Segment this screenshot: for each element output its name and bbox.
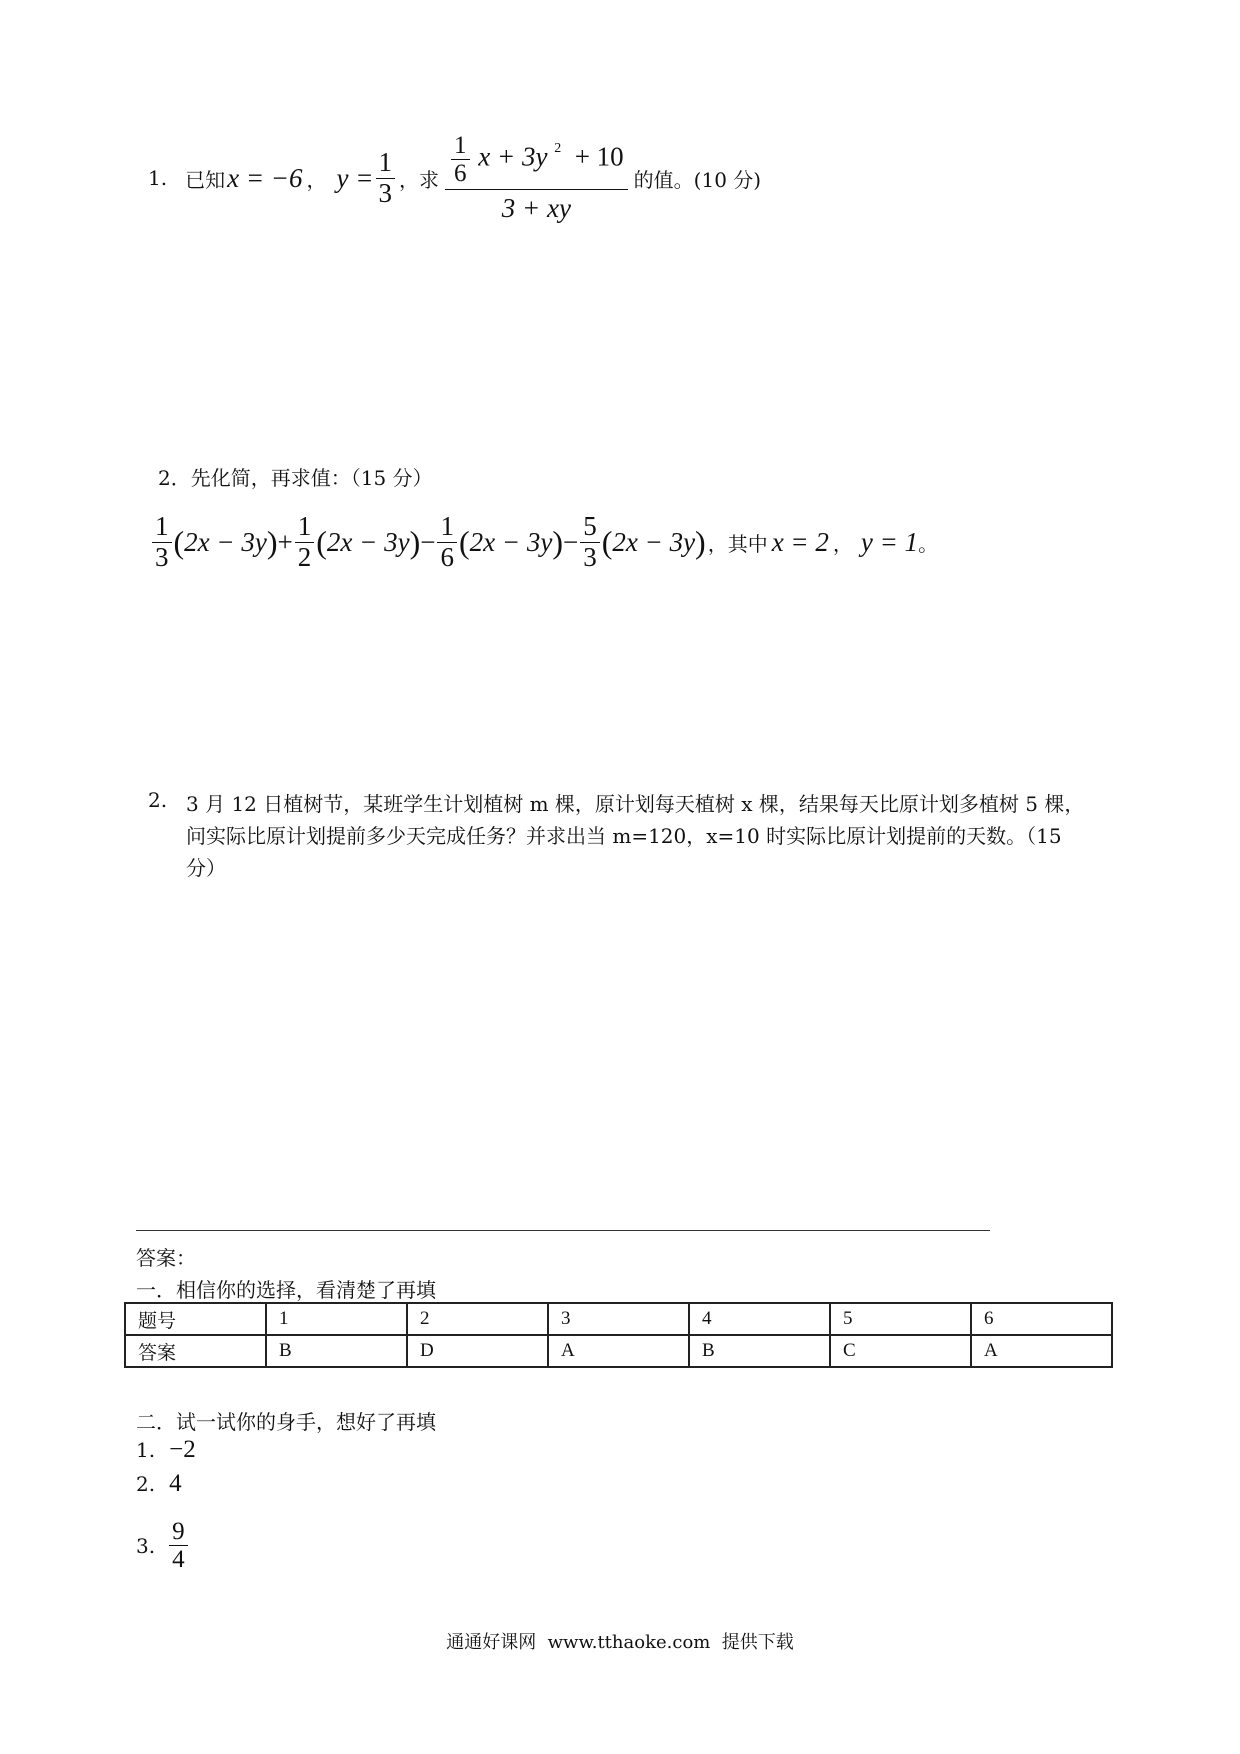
fill-answer-3-fraction (169, 1518, 188, 1573)
denominator: 2 (297, 541, 312, 572)
problem-1-number: 1. (148, 166, 168, 190)
fill-answer-2 (136, 1470, 182, 1498)
denominator: 6 (440, 541, 454, 572)
denominator: 4 (172, 1546, 185, 1573)
problem-3-line-1: 3 月 12 日植树节，某班学生计划植树 m 棵，原计划每天植树 x 棵，结果每天比原计划多植树 5 棵， (186, 792, 1085, 816)
problem-3-line-3: 分） (186, 856, 226, 880)
fraction-one-half (295, 512, 315, 571)
fraction-one-third (152, 512, 172, 571)
denominator: 3 (155, 541, 169, 572)
left-paren: ( (316, 523, 327, 560)
left-paren: ( (601, 523, 613, 560)
y-numerator: 1 (376, 148, 396, 178)
numerator: 1 (437, 512, 457, 542)
x-value: x = −6 (227, 162, 303, 193)
table-cell-label: 答案 (125, 1335, 266, 1367)
answers-title: 答案： (136, 1246, 196, 1270)
condition-y: y = 1 (860, 526, 919, 557)
numerator-end: + 10 (567, 142, 624, 173)
numerator: 1 (152, 512, 172, 542)
table-cell: 5 (830, 1303, 971, 1335)
minus-sign: − (420, 526, 436, 557)
right-paren: ) (266, 523, 278, 560)
footer-source: 通通好课网 www.tthaoke.com 提供下载 (446, 1632, 794, 1653)
term: 2x − 3y (326, 526, 410, 557)
numerator: 1 (295, 512, 315, 542)
comma: ， (306, 167, 327, 192)
y-lhs: y = (336, 162, 374, 193)
inner-denominator: 6 (454, 160, 467, 188)
section-2-title: 二．试一试你的身手，想好了再填 (136, 1410, 436, 1434)
main-fraction (445, 132, 628, 223)
term: 2x − 3y (612, 526, 696, 557)
answer-table (124, 1302, 1113, 1368)
table-cell: A (548, 1335, 689, 1367)
right-paren: ) (695, 523, 706, 560)
divider-line (136, 1230, 990, 1231)
main-denominator: 3 + xy (501, 193, 571, 224)
condition-separator: ， (832, 533, 853, 556)
table-row (125, 1303, 1112, 1335)
section-1-title: 一．相信你的选择，看清楚了再填 (136, 1278, 436, 1302)
table-cell: C (830, 1335, 971, 1367)
problem-3-number: 2. (148, 788, 168, 812)
left-paren: ( (173, 523, 185, 560)
table-cell: 3 (548, 1303, 689, 1335)
table-row (125, 1335, 1112, 1367)
table-cell: B (689, 1335, 830, 1367)
condition-x: x = 2 (771, 526, 829, 557)
inner-numerator: 1 (451, 132, 470, 160)
fill-answer-1 (136, 1436, 196, 1464)
problem-1 (148, 118, 761, 238)
fraction-five-thirds (580, 512, 600, 571)
fill-answer-1-label: 1. (136, 1438, 156, 1462)
term: 2x − 3y (184, 526, 267, 557)
numerator-expression: x + 3y (478, 142, 548, 173)
table-cell: 6 (971, 1303, 1112, 1335)
numerator: 5 (580, 512, 600, 542)
table-cell: 4 (689, 1303, 830, 1335)
right-paren: ) (409, 523, 421, 560)
main-numerator (445, 132, 628, 190)
plus-sign: + (277, 526, 293, 557)
fill-answer-3 (136, 1518, 190, 1573)
exponent: 2 (554, 141, 562, 157)
period: 。 (918, 533, 939, 556)
right-paren: ) (552, 523, 563, 560)
fill-answer-1-value: −2 (169, 1436, 196, 1463)
inner-fraction (451, 132, 470, 187)
y-denominator: 3 (378, 177, 392, 208)
problem-1-intro: 已知 (185, 167, 226, 192)
problem-2-heading: 2．先化简，再求值：（15 分） (158, 466, 433, 490)
problem-2-expression (150, 506, 938, 578)
fraction-one-sixth (437, 512, 457, 571)
fill-answer-3-label: 3. (136, 1533, 156, 1558)
table-cell: D (407, 1335, 548, 1367)
table-cell: 2 (407, 1303, 548, 1335)
table-cell-label: 题号 (125, 1303, 266, 1335)
table-cell: 1 (266, 1303, 407, 1335)
y-fraction (376, 148, 396, 207)
minus-sign: − (562, 526, 579, 557)
left-paren: ( (458, 523, 470, 560)
problem-3-line-2: 问实际比原计划提前多少天完成任务？并求出当 m=120，x=10 时实际比原计划提前的天数。（15 (186, 824, 1062, 848)
table-cell: B (266, 1335, 407, 1367)
table-cell: A (971, 1335, 1112, 1367)
fill-answer-2-value: 4 (169, 1470, 182, 1497)
fill-answer-2-label: 2. (136, 1472, 156, 1496)
term: 2x − 3y (469, 526, 553, 557)
denominator: 3 (583, 541, 597, 572)
condition-text: ，其中 (707, 533, 768, 556)
find-text: ，求 (399, 167, 439, 192)
numerator: 9 (169, 1518, 188, 1546)
problem-1-tail: 的值。(10 分) (633, 167, 762, 192)
